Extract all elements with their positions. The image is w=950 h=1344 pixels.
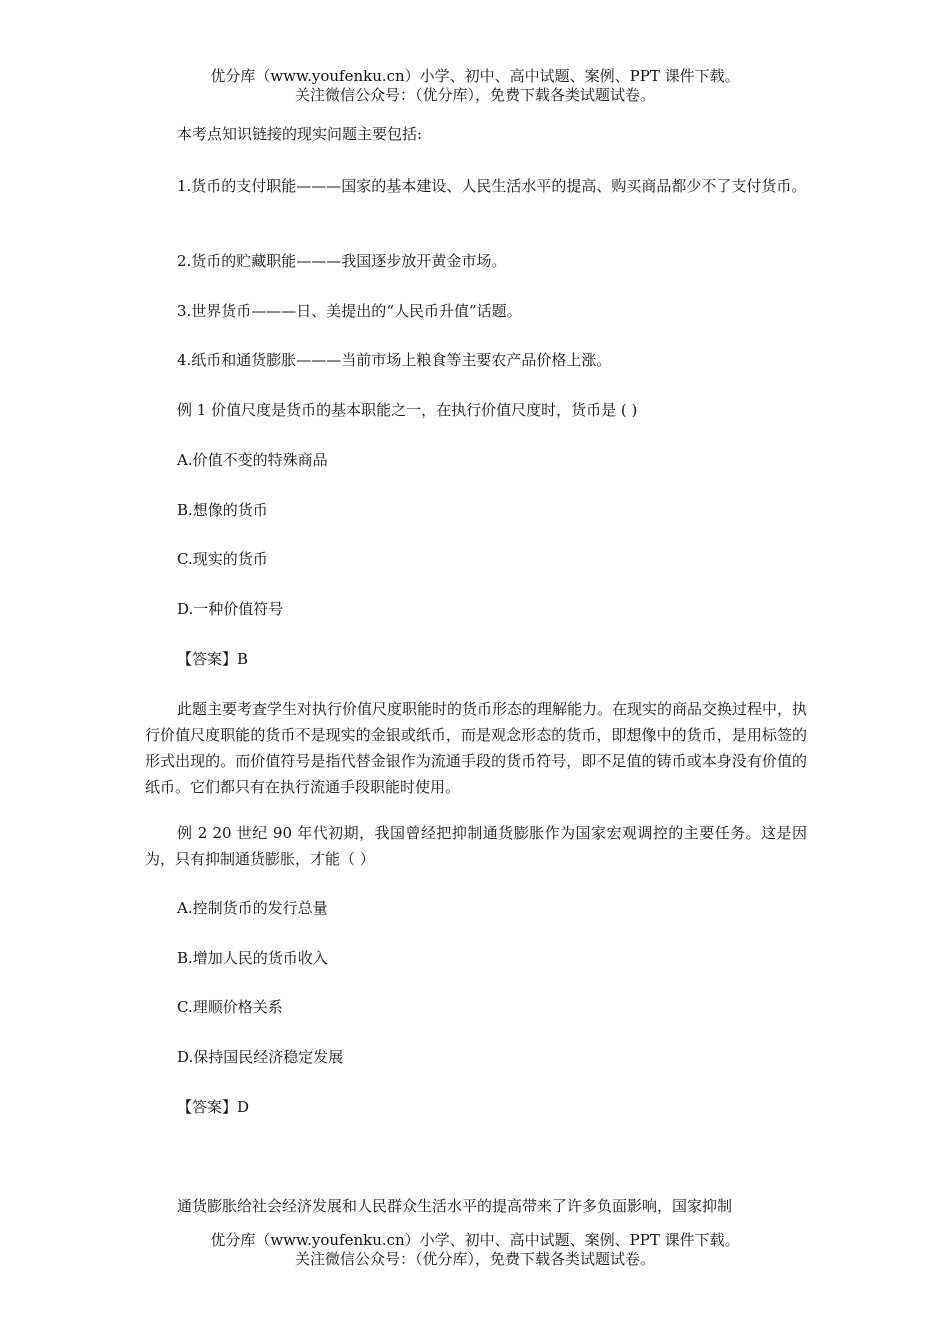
- intro-paragraph: 本考点知识链接的现实问题主要包括:: [177, 125, 423, 143]
- example-1-question: 例 1 价值尺度是货币的基本职能之一，在执行价值尺度时，货币是 ( ): [177, 401, 638, 419]
- example-1-option-a: A.价值不变的特殊商品: [177, 451, 328, 469]
- example-1-answer: 【答案】B: [177, 650, 249, 668]
- example-1-option-d: D.一种价值符号: [177, 600, 284, 618]
- knowledge-link-2: 2.货币的贮藏职能———我国逐步放开黄金市场。: [177, 252, 507, 270]
- knowledge-link-4: 4.纸币和通货膨胀———当前市场上粮食等主要农产品价格上涨。: [177, 351, 612, 369]
- footer-line-2: 关注微信公众号：（优分库），免费下载各类试题试卷。: [294, 1250, 655, 1268]
- footer-line-1: 优分库（www.youfenku.cn）小学、初中、高中试题、案例、PPT 课件下载。: [210, 1231, 740, 1249]
- example-2-option-d: D.保持国民经济稳定发展: [177, 1048, 344, 1066]
- example-2-option-a: A.控制货币的发行总量: [177, 899, 328, 917]
- example-2-answer: 【答案】D: [177, 1098, 250, 1116]
- example-1-analysis: 此题主要考查学生对执行价值尺度职能时的货币形态的理解能力。在现实的商品交换过程中，执行价值尺度职能的货币不是现实的金银或纸币，而是观念形态的货币，即想像中的货币，是用标签的形式出现的。而价值符号是指代替金银作为流通手段的货币符号，即不足值的铸币或本身没有价值的纸币。它们都只有在执行流通手段职能时使用。: [145, 700, 808, 796]
- header-line-1: 优分库（www.youfenku.cn）小学、初中、高中试题、案例、PPT 课件下载。: [210, 67, 740, 85]
- example-2-option-c: C.理顺价格关系: [177, 998, 283, 1016]
- knowledge-link-1: 1.货币的支付职能———国家的基本建设、人民生活水平的提高、购买商品都少不了支付货币。: [177, 177, 807, 195]
- header-line-2: 关注微信公众号：（优分库），免费下载各类试题试卷。: [294, 86, 655, 104]
- knowledge-link-3: 3.世界货币———日、美提出的“人民币升值”话题。: [177, 302, 522, 320]
- page-header: [0, 67, 950, 105]
- example-1-option-c: C.现实的货币: [177, 550, 268, 568]
- example-1-option-b: B.想像的货币: [177, 501, 268, 519]
- page-footer: [0, 1231, 950, 1269]
- trailing-paragraph: 通货膨胀给社会经济发展和人民群众生活水平的提高带来了许多负面影响，国家抑制: [177, 1197, 733, 1215]
- example-2-question: 例 2 20 世纪 90 年代初期，我国曾经把抑制通货膨胀作为国家宏观调控的主要任务。这是因为，只有抑制通货膨胀，才能（ ）: [145, 824, 807, 868]
- example-2-option-b: B.增加人民的货币收入: [177, 949, 328, 967]
